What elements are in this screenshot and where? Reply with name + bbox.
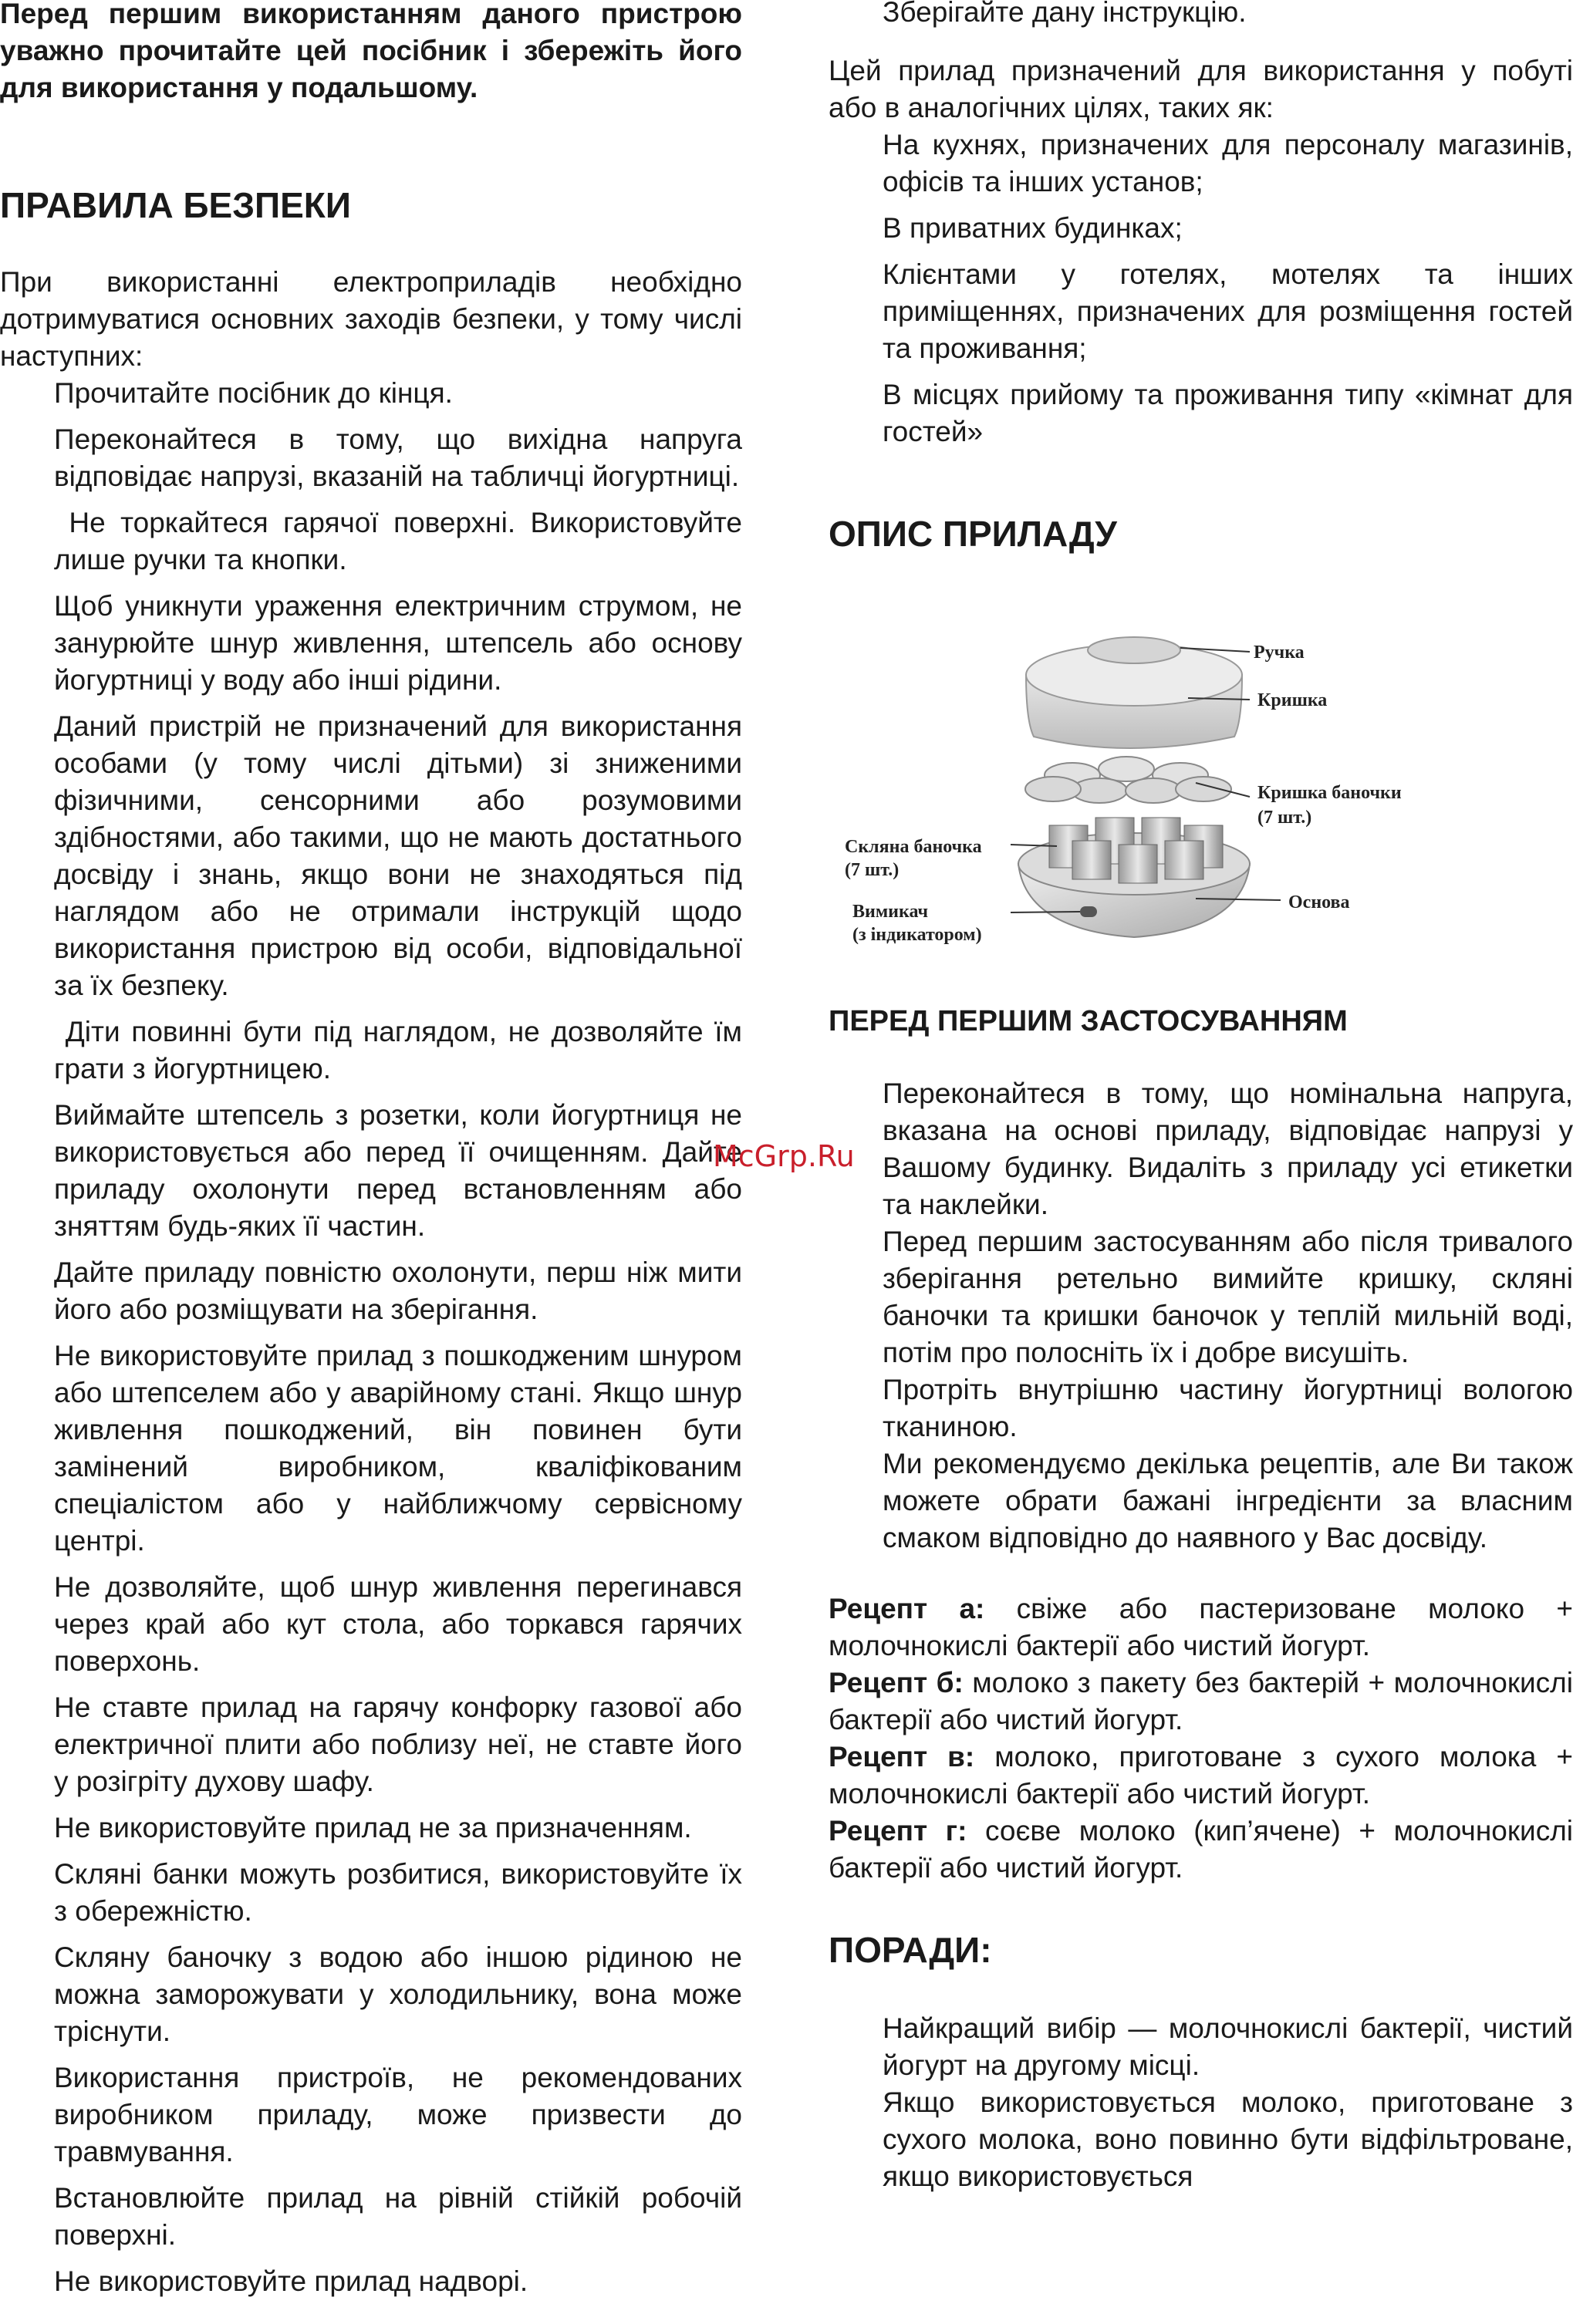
list-item: Перед першим застосуванням або після тривалого зберігання ретельно вимийте кришку, скляні баночки та кришки баночок у теплій мильній воді, потім про полосніть їх і добре висушіть.: [883, 1226, 1573, 1368]
label-switch-indicator: (з індикатором): [852, 925, 982, 945]
list-item: Ми рекомендуємо декілька рецептів, але Ви також можете обрати бажані інгредієнти за власним смаком відповідно до наявного у Вас досвіду.: [883, 1448, 1573, 1553]
list-item: Прочитайте посібник до кінця.: [54, 377, 453, 409]
recipe-label: Рецепт а:: [829, 1593, 985, 1624]
recipe-c: [829, 1739, 1573, 1813]
label-handle: Ручка: [1254, 643, 1305, 663]
recipe-a: [829, 1590, 1573, 1665]
watermark: McGrp.Ru: [713, 1139, 855, 1173]
recipes: [829, 1590, 1573, 1887]
recipe-b: [829, 1665, 1573, 1739]
list-item: Дайте приладу повністю охолонути, перш ніж мити його або розміщувати на зберігання.: [54, 1256, 742, 1325]
safety-lead: При використанні електроприладів необхідно дотримуватися основних заходів безпеки, у тому числі наступних:: [0, 266, 742, 372]
intro-warning: Перед першим використанням даного пристрою уважно прочитайте цей посібник і збережіть його для використання у подальшому.: [0, 0, 742, 103]
yogurt-maker-diagram: [833, 621, 1558, 968]
list-item: Протріть внутрішню частину йогуртниці вологою тканиною.: [883, 1374, 1573, 1442]
recipe-d: [829, 1813, 1573, 1887]
list-item: Щоб уникнути ураження електричним струмом, не занурюйте шнур живлення, штепсель або основу йогуртниці у воду або інші рідини.: [54, 590, 742, 696]
purpose-list: [829, 126, 1573, 450]
base-drawing: [1011, 818, 1281, 937]
list-item: Не ставте прилад на гарячу конфорку газової або електричної плити або поблизу неї, не ставте його у розігріту духову шафу.: [54, 1692, 742, 1797]
list-item: Клієнтами у готелях, мотелях та інших приміщеннях, призначених для розміщення гостей та проживання;: [883, 258, 1573, 364]
safety-title: ПРАВИЛА БЕЗПЕКИ: [0, 185, 351, 225]
list-item: Не використовуйте прилад з пошкодженим шнуром або штепселем або у аварійному стані. Якщо шнур живлення пошкоджений, він повинен бути замінений виробником, кваліфікованим спеціалістом або у найближчому сервісному центрі.: [54, 1340, 742, 1557]
list-item: Не дозволяйте, щоб шнур живлення перегинався через край або кут стола, або торкався гарячих поверхонь.: [54, 1571, 742, 1677]
list-item: На кухнях, призначених для персоналу магазинів, офісів та інших установ;: [883, 129, 1573, 197]
recipe-label: Рецепт г:: [829, 1815, 967, 1847]
label-jar-count: (7 шт.): [845, 860, 900, 880]
purpose-lead: Цей прилад призначений для використання у побуті або в аналогічних цілях, таких як:: [829, 55, 1573, 123]
list-item: Переконайтеся в тому, що вихідна напруга відповідає напрузі, вказаній на табличці йогуртниці.: [54, 423, 742, 492]
label-jar: Скляна баночка: [845, 837, 982, 857]
label-switch: Вимикач: [852, 902, 929, 922]
left-column: [0, 0, 751, 2309]
label-lid: Кришка: [1257, 690, 1328, 710]
list-item: Скляну баночку з водою або іншою рідиною не можна заморожувати у холодильнику, вона може тріснути.: [54, 1941, 742, 2047]
recipe-text: молоко з пакету без бактерій + молочнокислі бактерії або чистий йогурт.: [829, 1667, 1573, 1735]
tips-title: ПОРАДИ:: [829, 1930, 992, 1970]
list-item: Переконайтеся в тому, що номінальна напруга, вказана на основі приладу, відповідає напрузі у Вашому будинку. Видаліть з приладу усі етикетки та наклейки.: [883, 1078, 1573, 1220]
label-jar-lid-count: (7 шт.): [1257, 808, 1312, 828]
list-item: Встановлюйте прилад на рівній стійкій робочій поверхні.: [54, 2182, 742, 2251]
jar-lids-drawing: [1025, 757, 1250, 803]
before-first-use-list: [829, 1075, 1573, 1557]
recipe-text: молоко, приготоване з сухого молока + молочнокислі бактерії або чистий йогурт.: [829, 1741, 1573, 1810]
list-item: Діти повинні бути під наглядом, не дозволяйте їм грати з йогуртницею.: [54, 1016, 751, 1084]
list-item: Якщо використовується молоко, приготоване з сухого молока, воно повинно бути відфільтроване, якщо використовується: [883, 2086, 1573, 2192]
keep-instructions: Зберігайте дану інструкцію.: [883, 0, 1247, 28]
recipe-text: свіже або пастеризоване молоко + молочнокислі бактерії або чистий йогурт.: [829, 1593, 1573, 1661]
label-base: Основа: [1288, 892, 1350, 912]
safety-rules-list: [0, 375, 751, 2300]
before-first-use-title: ПЕРЕД ПЕРШИМ ЗАСТОСУВАННЯМ: [829, 1005, 1348, 1037]
list-item: Даний пристрій не призначений для використання особами (у тому числі дітьми) зі зниженими фізичними, сенсорними або розумовими здібностями, або такими, що не мають достатнього досвіду і знань, якщо вони не знаходяться під наглядом або не отримали інструкцій щодо використання пристрою від особи, відповідальної за їх безпеку.: [54, 710, 742, 1001]
list-item: Найкращий вибір — молочнокислі бактерії, чистий йогурт на другому місці.: [883, 2012, 1573, 2081]
list-item: Не використовуйте прилад надворі.: [54, 2265, 528, 2297]
list-item: В місцях прийому та проживання типу «кімнат для гостей»: [883, 379, 1573, 447]
list-item: Виймайте штепсель з розетки, коли йогуртниця не використовується або перед її очищенням. Дайте приладу охолонути перед встановленням або зняттям будь-яких її частин.: [54, 1099, 742, 1242]
right-column: [829, 0, 1573, 2195]
lid-drawing: [1026, 637, 1250, 748]
list-item: Не використовуйте прилад не за призначенням.: [54, 1812, 692, 1843]
recipe-label: Рецепт б:: [829, 1667, 964, 1698]
list-item: Не торкайтеся гарячої поверхні. Використовуйте лише ручки та кнопки.: [54, 507, 751, 575]
recipe-text: соєве молоко (кип’ячене) + молочнокислі бактерії або чистий йогурт.: [829, 1815, 1573, 1884]
list-item: В приватних будинках;: [883, 212, 1183, 244]
list-item: Скляні банки можуть розбитися, використовуйте їх з обережністю.: [54, 1858, 742, 1927]
description-title: ОПИС ПРИЛАДУ: [829, 514, 1117, 554]
tips-list: [829, 2010, 1573, 2195]
list-item: Використання пристроїв, не рекомендованих виробником приладу, може призвести до травмування.: [54, 2062, 742, 2167]
label-jar-lid: Кришка баночки: [1257, 783, 1402, 803]
recipe-label: Рецепт в:: [829, 1741, 975, 1773]
